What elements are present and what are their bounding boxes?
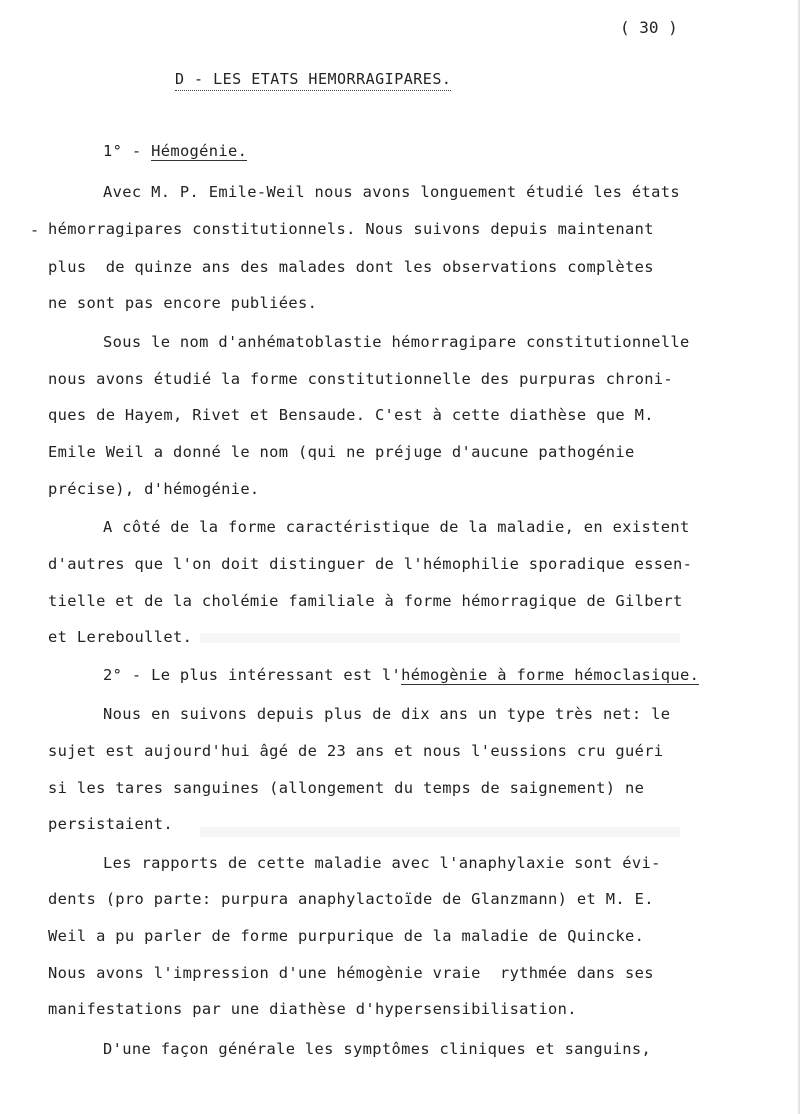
text-line: Les rapports de cette maladie avec l'anaphylaxie sont évi- (103, 854, 661, 872)
text-line: d'autres que l'on doit distinguer de l'hémophilie sporadique essen- (48, 555, 693, 573)
text-line: nous avons étudié la forme constitutionnelle des purpuras chroni- (48, 370, 674, 388)
text-line: A côté de la forme caractéristique de la maladie, en existent (103, 518, 690, 536)
text-line: Sous le nom d'anhématoblastie hémorragipare constitutionnelle (103, 333, 690, 351)
text-line: Avec M. P. Emile-Weil nous avons longuement étudié les états (103, 183, 680, 201)
bleed-through-mark (200, 827, 680, 837)
text-line: Emile Weil a donné le nom (qui ne préjuge d'aucune pathogénie (48, 443, 635, 461)
subheading-hemogenie: 1° - Hémogénie. (103, 142, 248, 160)
text-line: Nous en suivons depuis plus de dix ans un type très net: le (103, 705, 671, 723)
section-title: D - LES ETATS HEMORRAGIPARES. (175, 70, 451, 91)
margin-mark: - (30, 221, 40, 239)
text-line: tielle et de la cholémie familiale à forme hémorragique de Gilbert (48, 592, 683, 610)
text-line: hémorragipares constitutionnels. Nous suivons depuis maintenant (48, 220, 654, 238)
bleed-through-mark (200, 633, 680, 643)
text-line: persistaient. (48, 815, 174, 833)
point-2-heading: 2° - Le plus intéressant est l'hémogènie à forme hémoclasique. (103, 666, 700, 684)
page-number: ( 30 ) (620, 18, 678, 37)
text-line: Nous avons l'impression d'une hémogènie vraie rythmée dans ses (48, 964, 654, 982)
text-line: plus de quinze ans des malades dont les observations complètes (48, 258, 654, 276)
text-line: D'une façon générale les symptômes cliniques et sanguins, (103, 1040, 652, 1058)
text-line: manifestations par une diathèse d'hypersensibilisation. (48, 1000, 577, 1018)
text-line: ques de Hayem, Rivet et Bensaude. C'est à cette diathèse que M. (48, 406, 654, 424)
text-line: ne sont pas encore publiées. (48, 294, 318, 312)
text-line: si les tares sanguines (allongement du temps de saignement) ne (48, 779, 645, 797)
text-line: dents (pro parte: purpura anaphylactoïde de Glanzmann) et M. E. (48, 890, 654, 908)
text-line: et Lereboullet. (48, 628, 193, 646)
text-line: Weil a pu parler de forme purpurique de la maladie de Quincke. (48, 927, 645, 945)
text-line: précise), d'hémogénie. (48, 480, 260, 498)
text-line: sujet est aujourd'hui âgé de 23 ans et nous l'eussions cru guéri (48, 742, 664, 760)
